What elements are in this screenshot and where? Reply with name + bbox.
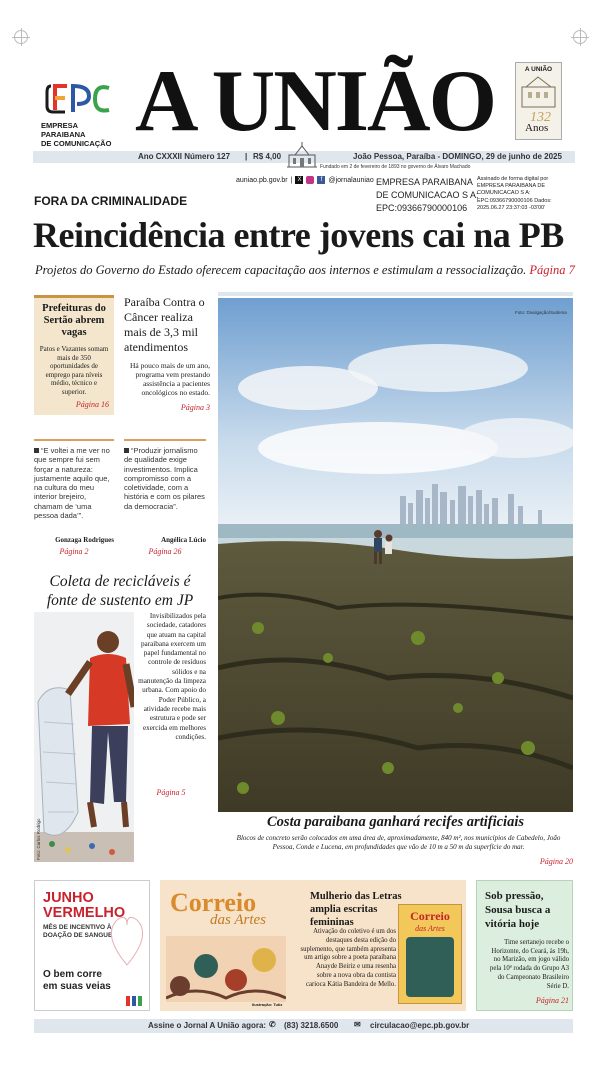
palace-icon [285, 141, 319, 169]
lead-deck: Projetos do Governo do Estado oferecem capacitação aos internos e estimulam a ressocialização. Página 7 [35, 263, 575, 277]
facebook-icon[interactable]: f [317, 176, 325, 184]
quote2-page[interactable]: Página 26 [148, 547, 182, 556]
registration-mark-icon [573, 30, 587, 44]
newspaper-title: A UNIÃO [134, 53, 496, 150]
signature-line2: DE COMUNICACAO S A: [376, 190, 479, 200]
building-icon [516, 73, 561, 109]
correio-body: Ativação do coletivo é um dos destaques desta edição do suplemento, que também apresenta um artigo sobre a poeta paraibana Anayde Beiriz e uma resenha sobre a nova obra da contista carioca Kátia Bandeira de Mello. [300, 928, 396, 988]
quote1-text: “E voltei a me ver no que sempre fui sem forçar a natureza: justamente aquilo que, na cultura do meu interior brejeiro, chamam de ‘uma pessoa dada’”. [34, 446, 110, 521]
junho-slogan2: em suas veias [43, 981, 111, 992]
prefeituras-title: Prefeituras do Sertão abrem vagas [42, 303, 106, 338]
correio-title: Mulherio das Letras amplia escritas femininas [310, 891, 402, 928]
signature-line1: EMPRESA PARAIBANA [376, 177, 473, 187]
footer-phone[interactable]: (83) 3218.6500 [284, 1021, 339, 1030]
quote2-text: “Produzir jornalismo de qualidade exige investimentos. Implica compromisso com a coletividade, com a história e com os pilares da democracia”. [124, 446, 205, 511]
reef-page[interactable]: Página 20 [539, 857, 573, 866]
edition-band: Ano CXXXII Número 127 | R$ 4,00 João Pessoa, Paraíba - DOMINGO, 29 de junho de 2025 [33, 151, 575, 163]
correio-illustration [166, 936, 286, 1002]
registration-mark-icon [14, 30, 28, 44]
lead-page-ref[interactable]: Página 7 [529, 263, 575, 277]
signature-detail: Assinado de forma digital por EMPRESA PARAIBANA DE COMUNICACAO S A: EPC:09366790000106 Dados: 2025.06.27 23:37:03 -03'00' [477, 176, 552, 211]
junho-line1: JUNHO [43, 890, 94, 906]
quote1-author: Gonzaga Rodrigues [55, 536, 114, 544]
lead-headline[interactable]: Reincidência entre jovens cai na PB [33, 215, 564, 255]
phone-icon: ✆ [269, 1020, 276, 1029]
edition-number: Ano CXXXII Número 127 [138, 152, 231, 161]
reef-caption-title[interactable]: Costa paraibana ganhará recifes artificiais [267, 814, 524, 830]
quote2-author: Angélica Lúcio [161, 536, 206, 544]
footer-bar [34, 1019, 573, 1033]
cancer-page[interactable]: Página 3 [180, 403, 210, 412]
junho-vermelho-ad[interactable] [34, 880, 150, 1011]
correio-cover: Correio das Artes [398, 904, 462, 1004]
lead-kicker: FORA DA CRIMINALIDADE [34, 194, 188, 208]
cancer-story[interactable] [124, 295, 210, 412]
founded-line: Fundado em 2 de fevereiro de 1893 no governo de Álvaro Machado [320, 164, 471, 170]
correio-logo-sub: das Artes [210, 912, 266, 928]
footer-email[interactable]: circulacao@epc.pb.gov.br [370, 1021, 470, 1030]
reef-caption-body: Blocos de concreto serão colocados em uma área de, aproximadamente, 840 m², nos municípios de Cabedelo, João Pessoa, Conde e Lucena, em profundidades que vão de 10 m a 50 m da superfície do mar. [236, 834, 561, 851]
junho-slogan1: O bem corre [43, 969, 102, 980]
mail-icon: ✉ [354, 1020, 361, 1029]
social-handle[interactable]: @jornalauniao [328, 176, 374, 184]
sousa-page[interactable]: Página 21 [535, 996, 569, 1005]
reef-photo [218, 298, 573, 812]
stamp-word: Anos [525, 122, 549, 134]
prefeituras-box[interactable] [34, 295, 114, 415]
junho-sub2: DOAÇÃO DE SANGUE [43, 932, 113, 939]
recyclables-page[interactable]: Página 5 [156, 788, 186, 797]
heart-ribbon-icon [107, 905, 147, 975]
cancer-body: Há pouco mais de um ano, programa vem prestando assistência a pacientes oncológicos no estado. [130, 361, 210, 397]
sousa-title: Sob pressão, Sousa busca a vitória hoje [485, 890, 551, 930]
publisher-name-line1: EMPRESA PARAIBANA [41, 121, 86, 139]
recyclables-credit: Foto: Carlos Rodrigo [36, 818, 41, 860]
prefeituras-body: Patos e Vazantes somam mais de 350 oportunidades de emprego para níveis médio, técnico e superior. [39, 345, 109, 396]
publisher-name-line2: DE COMUNICAÇÃO [41, 139, 112, 148]
correio-das-artes-box[interactable] [160, 880, 466, 1011]
signature-line3: EPC:09366790000106 [376, 203, 468, 213]
cancer-title: Paraíba Contra o Câncer realiza mais de 3,3 mil atendimentos [124, 295, 205, 354]
dateline: João Pessoa, Paraíba - DOMINGO, 29 de junho de 2025 [353, 152, 562, 161]
epc-logo [41, 80, 117, 148]
epc-small-logo [125, 993, 149, 1009]
quote1-page[interactable]: Página 2 [59, 547, 89, 556]
stamp-title: A UNIÃO [524, 66, 553, 73]
stamp-number: 132 [530, 110, 551, 125]
anniversary-stamp [515, 62, 562, 140]
prefeituras-page[interactable]: Página 16 [75, 400, 109, 409]
reef-photo-credit: Foto: Divulgação/Sudema [515, 310, 567, 315]
correio-credit: Ilustração: Tutiz [252, 1002, 283, 1007]
sousa-body: Time sertanejo recebe o Horizonte, do Ceará, às 19h, no Marizão, em jogo válido pela 10ª rodada do Grupo A3 do Campeonato Brasileiro Série D. [489, 939, 569, 990]
website-link[interactable]: auniao.pb.gov.br [236, 176, 288, 184]
recyclables-title[interactable]: Coleta de recicláveis é fonte de sustento em JP [46, 573, 194, 609]
sousa-story[interactable] [476, 880, 573, 1011]
recyclables-body: Invisibilizados pela sociedade, catadores que atuam na capital paraibana exercem um papel fundamental no controle de resíduos sólidos e na manutenção da limpeza urbana. Com apoio do Poder Público, a atividade recebe mais estrutura e pode ser exercida em melhores condições. [138, 612, 206, 741]
correio-logo: Correio [170, 888, 257, 917]
junho-sub1: MÊS DE INCENTIVO À [43, 924, 112, 931]
price: R$ 4,00 [253, 152, 282, 161]
recycler-photo [34, 612, 134, 862]
junho-line2: VERMELHO [43, 905, 126, 921]
footer-lead: Assine o Jornal A União agora: [148, 1021, 267, 1030]
instagram-icon[interactable] [306, 176, 314, 184]
x-icon[interactable]: X [297, 177, 302, 183]
